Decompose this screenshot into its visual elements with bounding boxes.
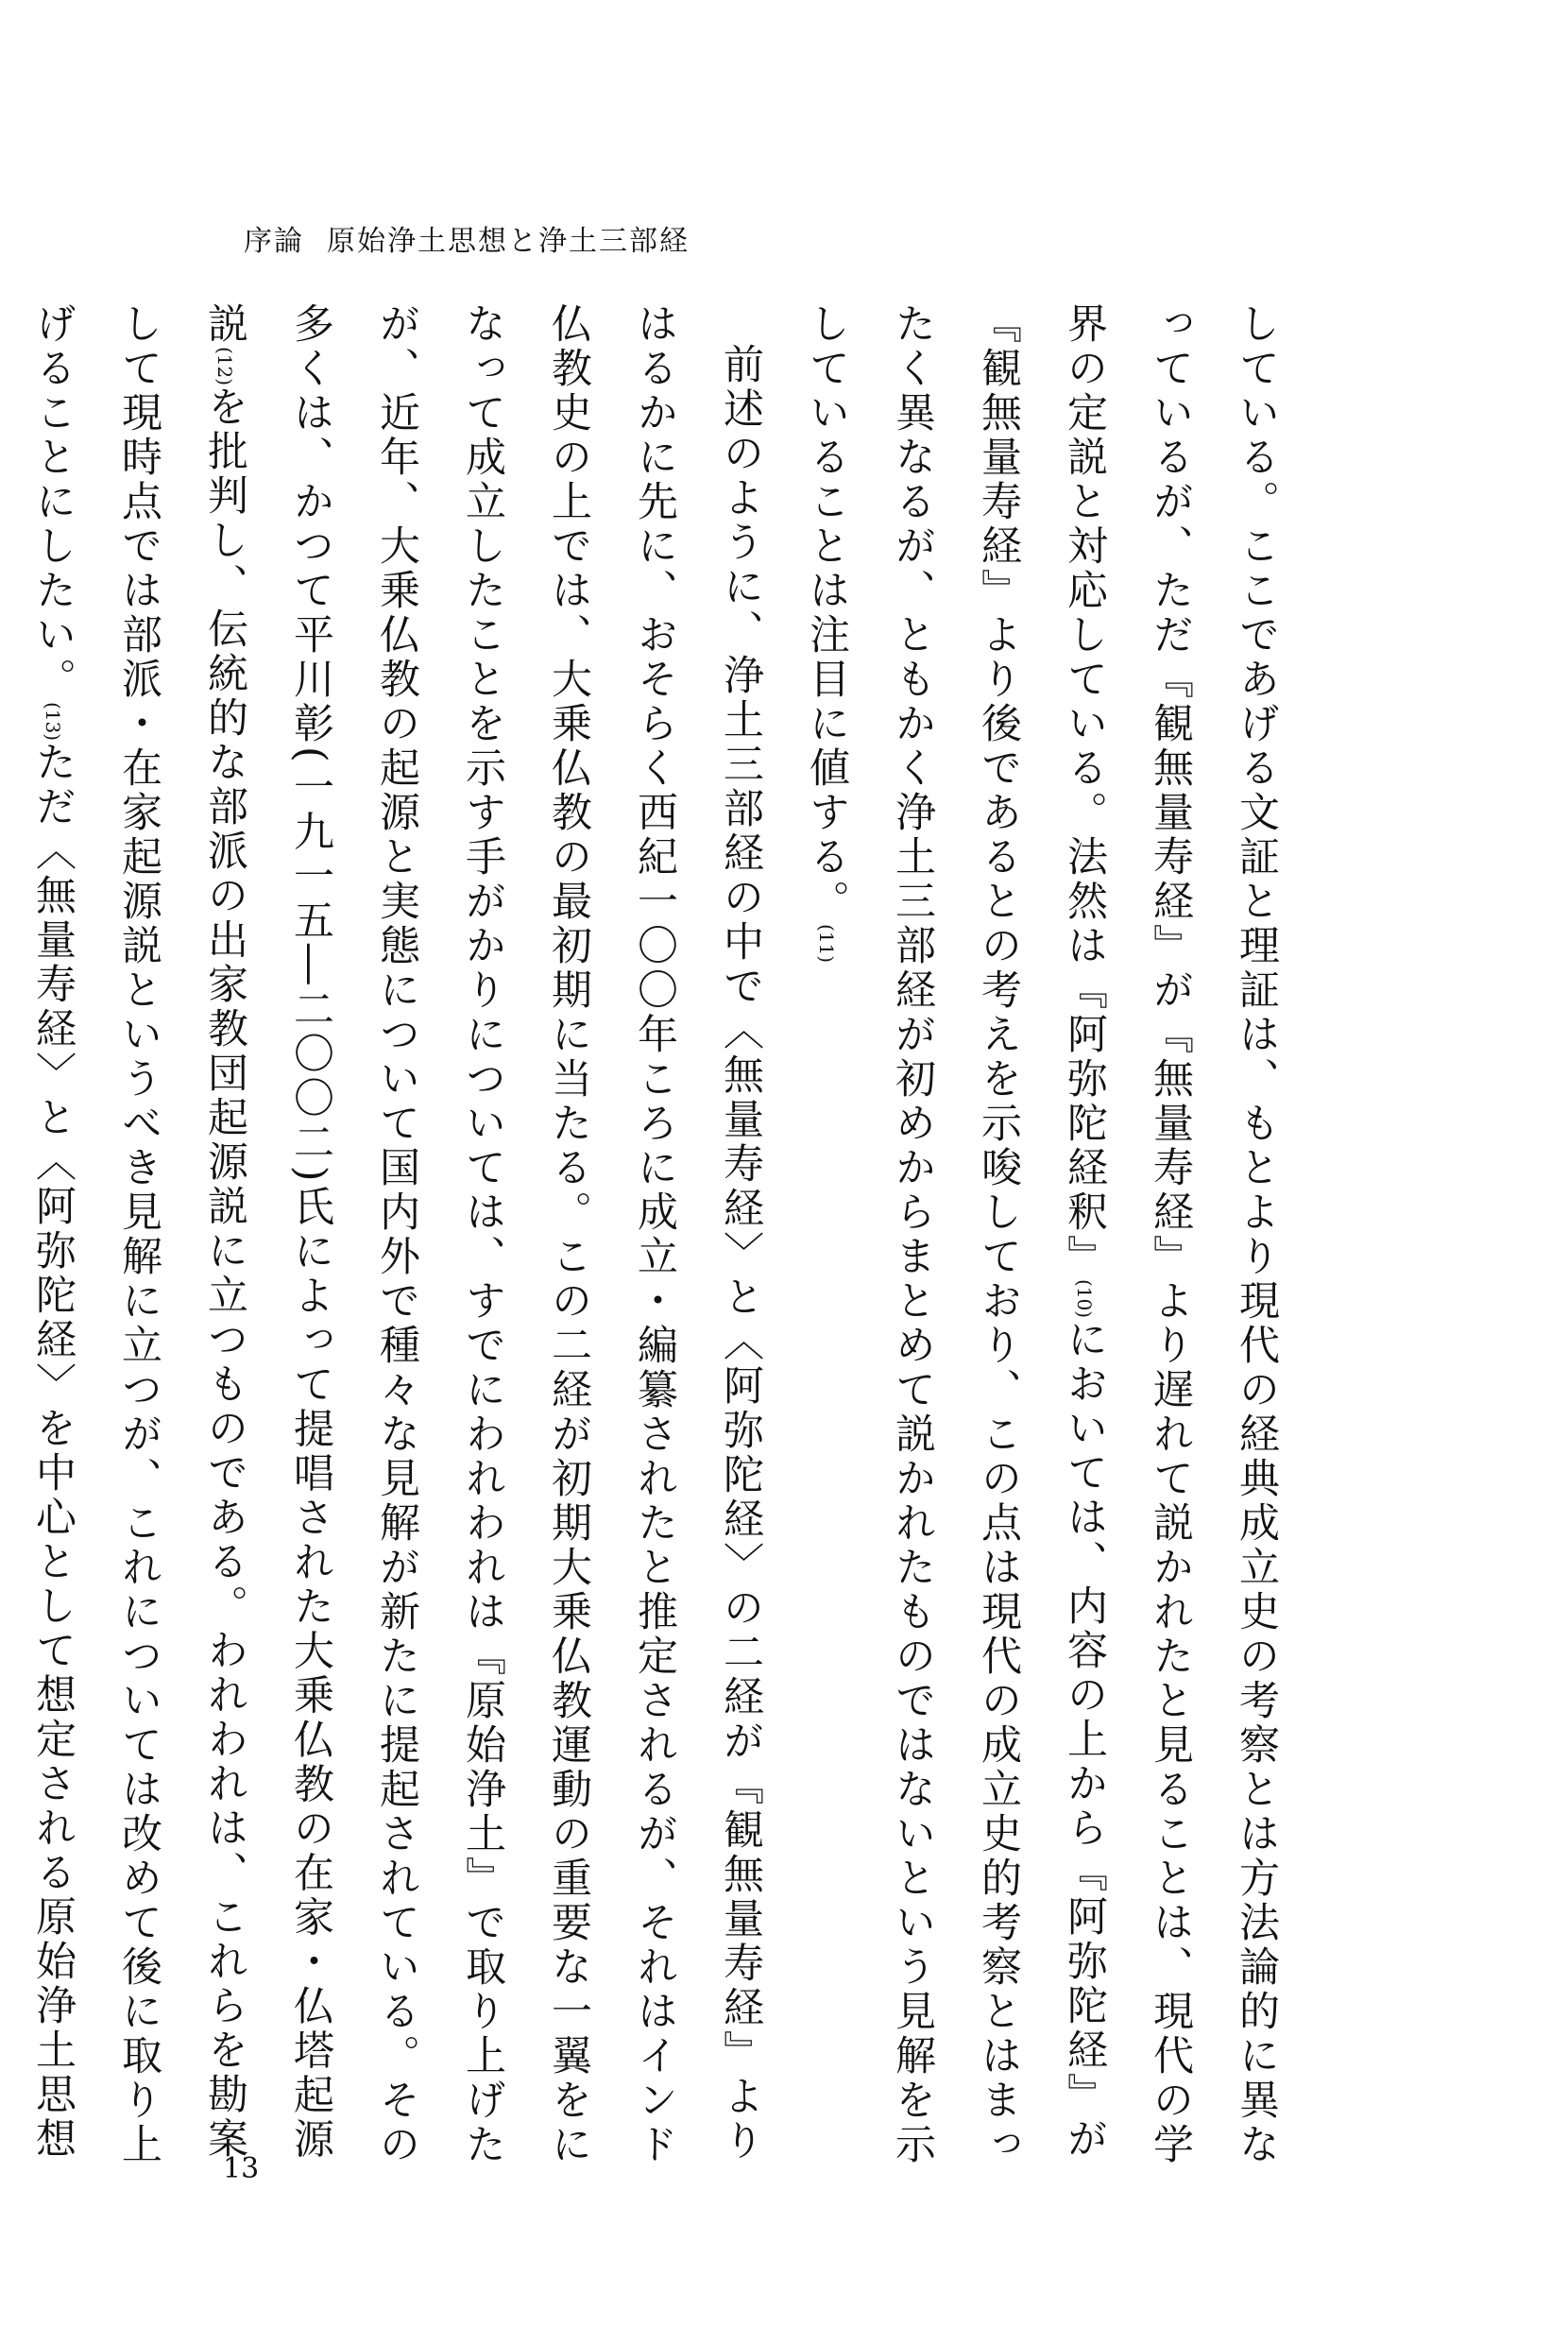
- paragraph-2-text-3: ただ〈無量寿経〉と〈阿弥陀経〉を中心として想定される原始浄土思想: [29, 741, 77, 2163]
- footnote-ref-12: (12): [213, 347, 236, 386]
- header-title: 原始浄土思想と浄土三部経: [327, 225, 690, 258]
- page-number: 13: [223, 2152, 260, 2185]
- body-text: [29, 302, 1299, 2182]
- paragraph-1-text-2: においては、内容の上から『阿弥陀経』が『観無量寿経』より後であるとの考えを示唆しており、この点は現代の成立史的考察とはまったく異なるが、ともかく浄土三部経が初めからまとめて説かれたものではないという見解を示していることは注目に値する。: [803, 302, 1108, 2167]
- paragraph-2-text-2: を批判し、伝統的な部派の出家教団起源説に立つものである。われわれは、これらを勘案して現時点では部派・在家起源説というべき見解に立つが、これについては改めて後に取り上げることにしたい。: [29, 302, 248, 2167]
- paragraph-2-text: 前述のように、浄土三部経の中で〈無量寿経〉と〈阿弥陀経〉の二経が『観無量寿経』よりはるかに先に、おそらく西紀一〇〇年ころに成立・編纂されたと推定されるが、それはインド仏教史の上では、大乗仏教の最初期に当たる。この二経が初期大乗仏教運動の重要な一翼をになって成立したことを示す手がかりについては、すでにわれわれは『原始浄土』で取り上げたが、近年、大乗仏教の起源と実態について国内外で種々な見解が新たに提起されている。その多くは、かつて平川彰(一九一五―二〇〇二)氏によって提唱された大乗仏教の在家・仏塔起源説: [201, 302, 764, 2167]
- footnote-ref-11: (11): [815, 924, 838, 964]
- footnote-ref-10: (10): [1073, 1279, 1096, 1319]
- paragraph-1-text: している。ここであげる文証と理証は、もとより現代の経典成立史の考察とは方法論的に異なっているが、ただ『観無量寿経』が『無量寿経』より遅れて説かれたと見ることは、現代の学界の定説と対応している。法然は『阿弥陀経釈』: [1061, 302, 1280, 2167]
- running-header: [244, 217, 690, 259]
- header-section: 序論: [244, 225, 304, 258]
- paragraph-1: [783, 302, 1299, 2182]
- footnote-ref-13: (13): [42, 702, 64, 742]
- paragraph-2: [0, 302, 783, 2182]
